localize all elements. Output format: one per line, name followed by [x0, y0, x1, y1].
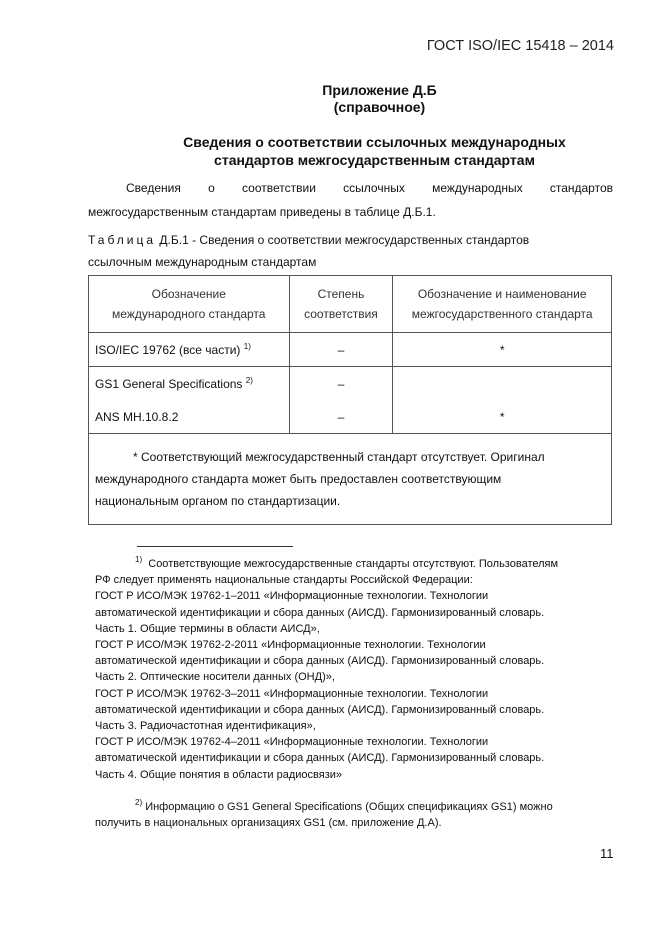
- interstate-cell: [393, 367, 612, 401]
- table-row: [89, 367, 612, 401]
- reference-table: [88, 275, 612, 525]
- designation-cell: ISO/IEC 19762 (все части) $^{1)}$: [89, 333, 290, 367]
- table-header-row: [89, 276, 612, 333]
- section-title: [88, 133, 661, 169]
- intro-paragraph: [88, 176, 613, 224]
- footnote-ref: 1): [243, 342, 251, 351]
- section-title-line2: стандартов межгосударственным стандартам: [214, 152, 535, 168]
- caption-line2: ссылочным международным стандартам: [88, 255, 317, 269]
- header-cell: Обозначение международного стандарта: [89, 276, 290, 333]
- caption-word: Таблица: [88, 233, 157, 247]
- table-note: * Соответствующий межгосударственный стандарт отсутствует. Оригинал международного стандарта может быть предоставлен соответствующим национальным органом по стандартизации.: [89, 434, 612, 525]
- intro-line1: Сведения о соответствии ссылочных международных стандартов: [126, 181, 613, 195]
- intro-line2: межгосударственным стандартам приведены в таблице Д.Б.1.: [88, 205, 436, 219]
- interstate-cell: *: [393, 400, 612, 434]
- designation-cell: ANS MH.10.8.2: [89, 400, 290, 434]
- degree-cell: –: [289, 367, 393, 401]
- section-title-line1: Сведения о соответствии ссылочных международных: [183, 134, 566, 150]
- appendix-kind: (справочное): [333, 99, 426, 115]
- footnote-1-first: $^{1)}$ Соответствующие межгосударственные стандарты отсутствуют. Пользователям: [135, 555, 559, 570]
- table-row: [89, 400, 612, 434]
- degree-cell: –: [289, 333, 393, 367]
- designation-cell: GS1 General Specifications $^{2)}$: [89, 367, 290, 401]
- running-header: ГОСТ ISO/IEC 15418 – 2014: [426, 38, 614, 54]
- caption-line1: Д.Б.1 - Сведения о соответствии межгосударственных стандартов: [159, 233, 530, 247]
- table-caption: [88, 229, 613, 273]
- header-cell: Обозначение и наименование межгосударственного стандарта: [393, 276, 612, 333]
- interstate-cell: *: [393, 333, 612, 367]
- page-number: 11: [600, 846, 614, 861]
- table-note-row: [89, 434, 612, 525]
- footnote-separator: [137, 546, 293, 547]
- header-cell: Степень соответствия: [289, 276, 393, 333]
- degree-cell: –: [289, 400, 393, 434]
- footnote-2: $^{2)}$ Информацию о GS1 General Specifications (Общих спецификациях GS1) можно: [135, 797, 553, 813]
- footnote-ref: 2): [245, 376, 253, 385]
- table-row: [89, 333, 612, 367]
- appendix-heading: [0, 82, 661, 116]
- appendix-title: Приложение Д.Б: [322, 82, 437, 98]
- footnotes: $^{1)}$ Соответствующие межгосударственные стандарты отсутствуют. Пользователям РФ следует применять национальные стандарты Российской Федерации: ГОСТ Р ИСО/МЭК 19762-1–2011 «Информационные технологии. Технологии автоматической идентификации и сбора данных (АИСД). Гармонизированный словарь. Часть 1. Общие термины в области АИСД», ГОСТ Р ИСО/МЭК 19762-2-2011 «Информационные технологии. Технологии автоматической идентификации и сбора данных (АИСД). Гармонизированный словарь. Часть 2. Оптические носители данных (ОНД)», ГОСТ Р ИСО/МЭК 19762-3–2011 «Информационные технологии. Технологии автоматической идентификации и сбора данных (АИСД). Гармонизированный словарь. Часть 3. Радиочастотная идентификация», ГОСТ Р ИСО/МЭК 19762-4–2011 «Информационные технологии. Технологии автоматической идентификации и сбора данных (АИСД). Гармонизированный словарь. Часть 4. Общие понятия в области радиосвязи» $^{2)}$ Информацию о GS1 General Specifications (Общих спецификациях GS1) можно получить в национальных организациях GS1 (см. приложение Д.А).: [95, 552, 615, 831]
- note-star: *: [133, 450, 138, 464]
